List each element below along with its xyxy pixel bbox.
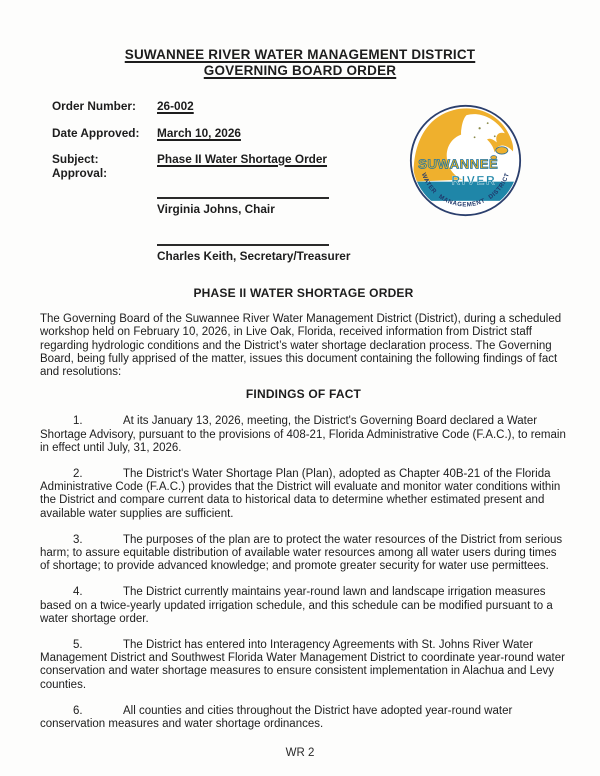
finding-item-2 <box>40 468 567 521</box>
chair-signature-name: Virginia Johns, Chair <box>157 202 275 216</box>
title-line-2: GOVERNING BOARD ORDER <box>203 63 397 78</box>
finding-item-5 <box>40 639 567 692</box>
logo-river-text: RIVER <box>451 173 497 188</box>
finding-text: The purposes of the plan are to protect the water resources of the District from serious harm; to assure equitable distribution of available water resources among all water users during times of shortage; to provide advanced knowledge; and promote greater security for water use permittees. <box>40 533 563 573</box>
findings-heading: FINDINGS OF FACT <box>245 387 362 402</box>
finding-item-3 <box>40 534 567 574</box>
finding-number: 1. <box>73 415 83 428</box>
order-body <box>40 287 567 744</box>
logo-ring-text: WATER MANAGEMENT DISTRICT <box>419 171 512 209</box>
finding-number: 5. <box>73 639 83 652</box>
chair-signature-block <box>157 197 357 216</box>
district-logo <box>407 102 524 219</box>
finding-item-4 <box>40 586 567 626</box>
title-line-1: SUWANNEE RIVER WATER MANAGEMENT DISTRICT <box>124 47 476 62</box>
finding-number: 4. <box>73 586 83 599</box>
date-approved-row <box>52 127 327 141</box>
secretary-signature-name: Charles Keith, Secretary/Treasurer <box>157 249 351 263</box>
chair-signature-line <box>157 197 329 199</box>
intro-paragraph: The Governing Board of the Suwannee River Water Management District (District), during a scheduled workshop held on February 10, 2026, in Live Oak, Florida, received information from District staff regarding hydrologic conditions and the District’s water shortage declaration process. The Governing Board, being fully apprised of the matter, issues this document containing the following findings of fact and resolutions: <box>40 313 562 379</box>
finding-number: 3. <box>73 533 83 546</box>
finding-text: At its January 13, 2026, meeting, the District's Governing Board declared a Water Shortage Advisory, pursuant to the provisions of 408-21, Florida Administrative Code (F.A.C.), to remain in effect until July, 31, 2026. <box>40 415 566 454</box>
order-number-value: 26-002 <box>157 99 194 113</box>
finding-text: The District has entered into Interagency Agreements with St. Johns River Water Management District and Southwest Florida Water Management District to coordinate year-round water conservation and water shortage measures to ensure consistent implementation in Alachua and Levy counties. <box>40 639 565 691</box>
finding-item-1 <box>40 415 567 455</box>
order-metadata <box>52 100 327 193</box>
page-number: WR 2 <box>285 747 315 759</box>
subject-value: Phase II Water Shortage Order <box>157 152 328 166</box>
document-title <box>0 47 600 79</box>
finding-text: The District currently maintains year-round lawn and landscape irrigation measures based on a twice-yearly updated irrigation schedule, and this schedule can be modified pursuant to a water shortage order. <box>40 586 553 625</box>
district-seal-icon <box>407 102 524 219</box>
subject-label: Subject: <box>52 152 99 166</box>
finding-number: 2. <box>73 468 83 481</box>
subject-row <box>52 153 327 180</box>
finding-number: 6. <box>73 704 83 717</box>
finding-text: All counties and cities throughout the District have adopted year-round water conservation measures and water shortage ordinances. <box>40 704 513 731</box>
finding-text: The District's Water Shortage Plan (Plan), adopted as Chapter 40B-21 of the Florida Administrative Code (F.A.C.) provides that the District will evaluate and monitor water conditions within the District and compare current data to historical data to determine whether estimated present and available water supplies are sufficient. <box>40 468 561 520</box>
logo-suwannee-text: SUWANNEE <box>418 156 499 172</box>
order-heading: PHASE II WATER SHORTAGE ORDER <box>193 286 414 300</box>
approval-label: Approval: <box>52 165 108 180</box>
secretary-signature-block <box>157 244 357 263</box>
date-approved-label: Date Approved: <box>52 125 140 140</box>
subject-label-col <box>52 153 157 180</box>
order-number-label: Order Number: <box>52 99 136 113</box>
secretary-signature-line <box>157 244 329 246</box>
finding-item-6 <box>40 705 567 731</box>
date-approved-value: March 10, 2026 <box>157 125 241 140</box>
order-number-row <box>52 100 327 114</box>
